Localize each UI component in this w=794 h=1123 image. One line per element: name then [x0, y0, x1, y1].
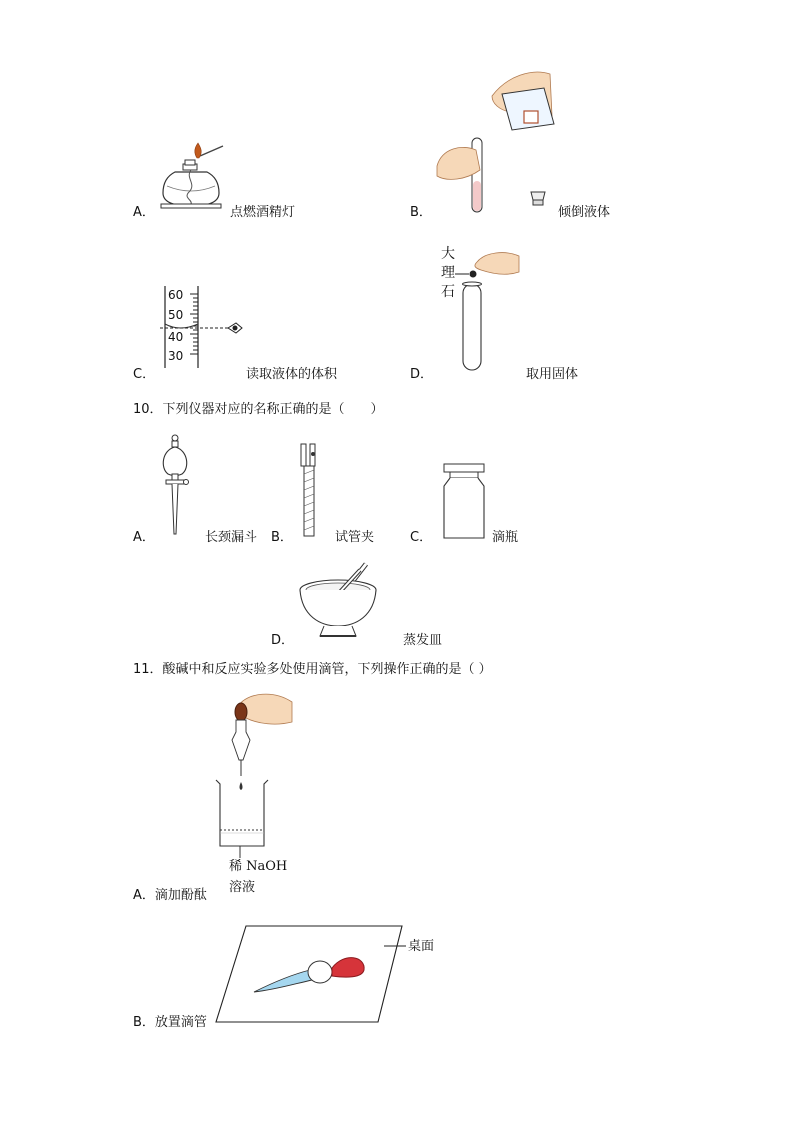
cylinder-tick-60: 60 — [168, 288, 184, 302]
mortar-and-pestle-illustration — [298, 560, 382, 642]
q11-stem: 11．酸碱中和反应实验多处使用滴管，下列操作正确的是（ ） — [133, 662, 492, 677]
beaker-label-line-2: 溶液 — [229, 880, 256, 895]
separatory-funnel-illustration — [158, 432, 198, 536]
dropper-over-beaker-illustration — [210, 690, 300, 860]
q10-option-d-letter[interactable]: D． — [271, 633, 295, 648]
table-surface-label: 桌面 — [408, 939, 435, 954]
dropper-on-table-illustration — [214, 922, 444, 1026]
solid-reagent-tube-illustration — [455, 248, 525, 372]
cylinder-tick-50: 50 — [168, 308, 184, 322]
q10-option-c-letter[interactable]: C． — [410, 530, 433, 545]
q9-option-d-caption: 取用固体 — [526, 367, 579, 382]
marble-label-char-2: 理 — [441, 265, 455, 281]
q9-option-b-caption: 倾倒液体 — [558, 205, 611, 220]
cylinder-tick-40: 40 — [168, 330, 184, 344]
alcohol-lamp-lighting-illustration — [155, 138, 230, 218]
reagent-bottle-illustration — [440, 460, 488, 540]
q10-option-a-caption: 长颈漏斗 — [205, 530, 258, 545]
q10-option-b-letter[interactable]: B． — [271, 530, 293, 545]
q10-option-a-letter[interactable]: A． — [133, 530, 155, 545]
q10-option-d-caption: 蒸发皿 — [403, 633, 443, 648]
marble-label-char-1: 大 — [441, 246, 455, 262]
marble-label-char-3: 石 — [441, 284, 455, 300]
q9-option-b-letter[interactable]: B． — [410, 205, 432, 220]
q9-option-a-letter[interactable]: A． — [133, 205, 155, 220]
q9-option-c-caption: 读取液体的体积 — [246, 367, 338, 382]
cylinder-tick-30: 30 — [168, 349, 184, 363]
q10-stem: 10．下列仪器对应的名称正确的是（ ） — [133, 402, 384, 417]
q11-option-b-label[interactable]: B．放置滴管 — [133, 1015, 207, 1030]
q9-option-d-letter[interactable]: D． — [410, 367, 434, 382]
q11-option-a-label[interactable]: A．滴加酚酞 — [133, 888, 207, 903]
q10-option-b-caption: 试管夹 — [335, 530, 375, 545]
q10-option-c-caption: 滴瓶 — [492, 530, 519, 545]
crucible-tongs-illustration — [296, 440, 322, 538]
beaker-label-line-1: 稀 NaOH — [229, 859, 288, 874]
q9-option-c-letter[interactable]: C． — [133, 367, 156, 382]
q9-option-a-caption: 点燃酒精灯 — [230, 205, 296, 220]
pouring-liquid-illustration — [432, 66, 612, 216]
